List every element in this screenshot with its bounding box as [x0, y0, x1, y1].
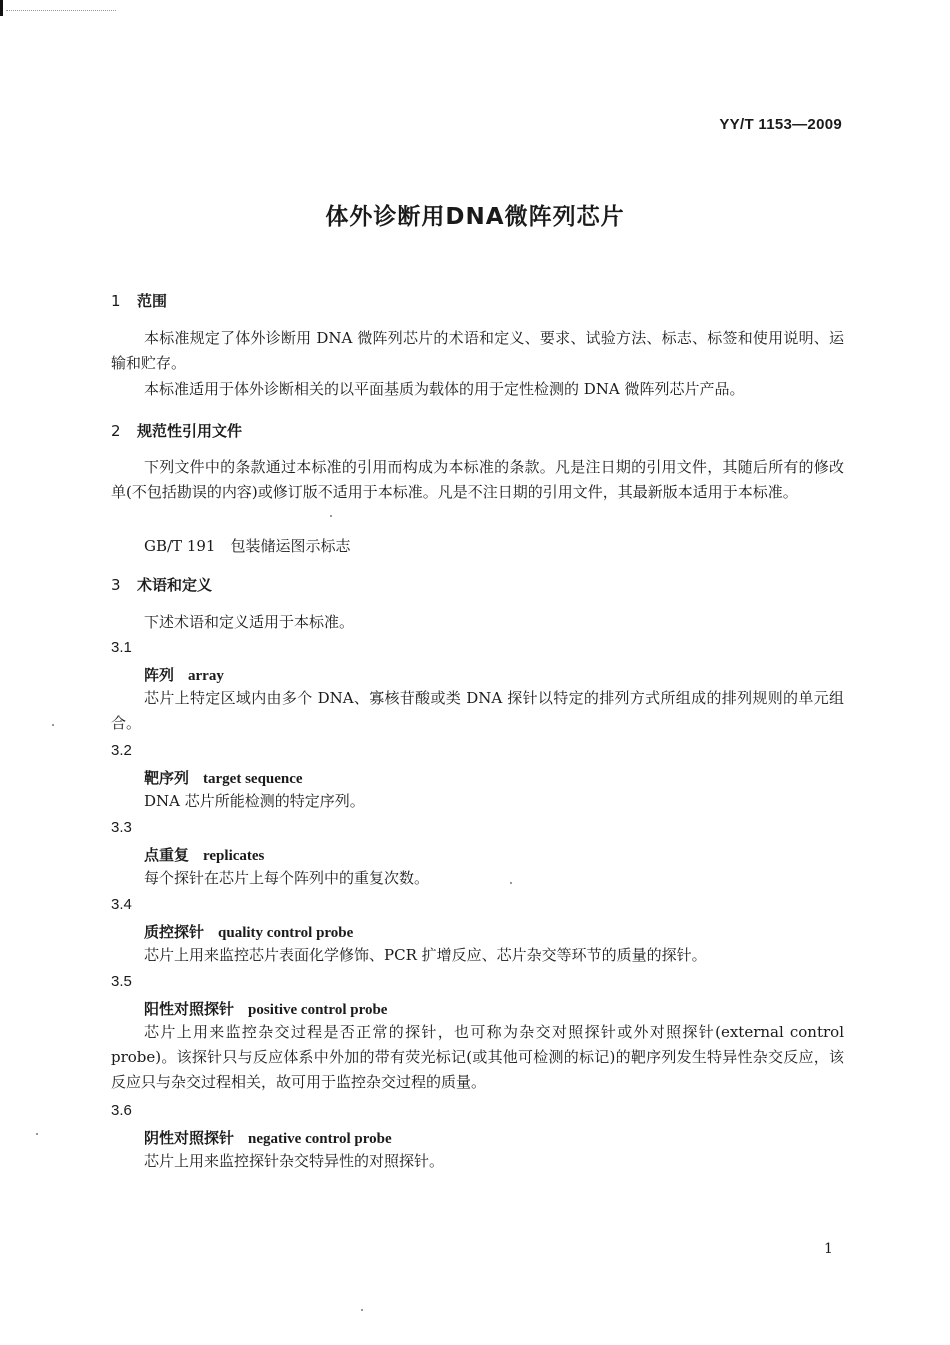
term-definition: 芯片上特定区域内由多个 DNA、寡核苷酸或类 DNA 探针以特定的排列方式所组成的排列规则的单元组合。	[111, 689, 844, 732]
section-number: 3	[111, 576, 121, 594]
section-1-heading	[111, 290, 167, 311]
term-english: quality control probe	[218, 925, 354, 941]
scan-speck	[330, 515, 332, 517]
term-heading	[144, 998, 387, 1019]
clause-number: 3.4	[111, 896, 132, 913]
scan-speck	[510, 882, 512, 884]
section-title: 范围	[137, 292, 168, 310]
term-chinese: 阳性对照探针	[144, 1000, 235, 1018]
section-3-intro: 下述术语和定义适用于本标准。	[144, 613, 355, 631]
clause-number: 3.3	[111, 819, 132, 836]
section-title: 规范性引用文件	[137, 422, 243, 440]
section-number: 1	[111, 292, 121, 310]
term-definition: 芯片上用来监控芯片表面化学修饰、PCR 扩增反应、芯片杂交等环节的质量的探针。	[144, 946, 707, 964]
term-chinese: 质控探针	[144, 923, 205, 941]
term-english: positive control probe	[248, 1002, 388, 1018]
scan-artifact-line	[6, 10, 116, 11]
scan-speck	[36, 1133, 38, 1135]
term-chinese: 靶序列	[144, 769, 190, 787]
normative-reference-item: GB/T 191 包装储运图示标志	[144, 537, 351, 555]
term-definition: 芯片上用来监控杂交过程是否正常的探针，也可称为杂交对照探针或外对照探针(external control probe)。该探针只与反应体系中外加的带有荧光标记(或其他可检测的标记)的靶序列发生特异性杂交反应，该反应只与杂交过程相关，故可用于监控杂交过程的质量。	[111, 1023, 844, 1091]
section-1-paragraph-1: 本标准规定了体外诊断用 DNA 微阵列芯片的术语和定义、要求、试验方法、标志、标签和使用说明、运输和贮存。	[111, 329, 844, 372]
term-definition: 每个探针在芯片上每个阵列中的重复次数。	[144, 869, 430, 887]
standard-number: YY/T 1153—2009	[719, 116, 842, 133]
section-title: 术语和定义	[137, 576, 213, 594]
term-chinese: 阵列	[144, 666, 175, 684]
section-number: 2	[111, 422, 121, 440]
term-chinese: 点重复	[144, 846, 190, 864]
term-chinese: 阴性对照探针	[144, 1129, 235, 1147]
term-heading	[144, 1127, 392, 1148]
scan-speck	[52, 724, 54, 726]
term-english: negative control probe	[248, 1131, 392, 1147]
clause-number: 3.6	[111, 1102, 132, 1119]
term-english: replicates	[203, 848, 265, 864]
scan-edge-mark	[0, 0, 3, 16]
page-number: 1	[824, 1241, 833, 1257]
section-2-heading	[111, 420, 242, 441]
clause-number: 3.2	[111, 742, 132, 759]
term-heading	[144, 767, 303, 788]
term-heading	[144, 664, 224, 685]
clause-number: 3.1	[111, 639, 132, 656]
scan-speck	[361, 1309, 363, 1311]
section-3-heading	[111, 574, 212, 595]
section-1-paragraph-2: 本标准适用于体外诊断相关的以平面基质为载体的用于定性检测的 DNA 微阵列芯片产品。	[144, 380, 745, 398]
term-english: target sequence	[203, 771, 303, 787]
term-english: array	[188, 668, 224, 684]
term-definition: DNA 芯片所能检测的特定序列。	[144, 792, 365, 810]
term-definition: 芯片上用来监控探针杂交特异性的对照探针。	[144, 1152, 445, 1170]
section-2-paragraph-1: 下列文件中的条款通过本标准的引用而构成为本标准的条款。凡是注日期的引用文件，其随后所有的修改单(不包括勘误的内容)或修订版不适用于本标准。凡是不注日期的引用文件，其最新版本适用于本标准。	[111, 458, 844, 501]
document-title: 体外诊断用DNA微阵列芯片	[325, 204, 625, 230]
term-heading	[144, 921, 353, 942]
term-heading	[144, 844, 264, 865]
clause-number: 3.5	[111, 973, 132, 990]
